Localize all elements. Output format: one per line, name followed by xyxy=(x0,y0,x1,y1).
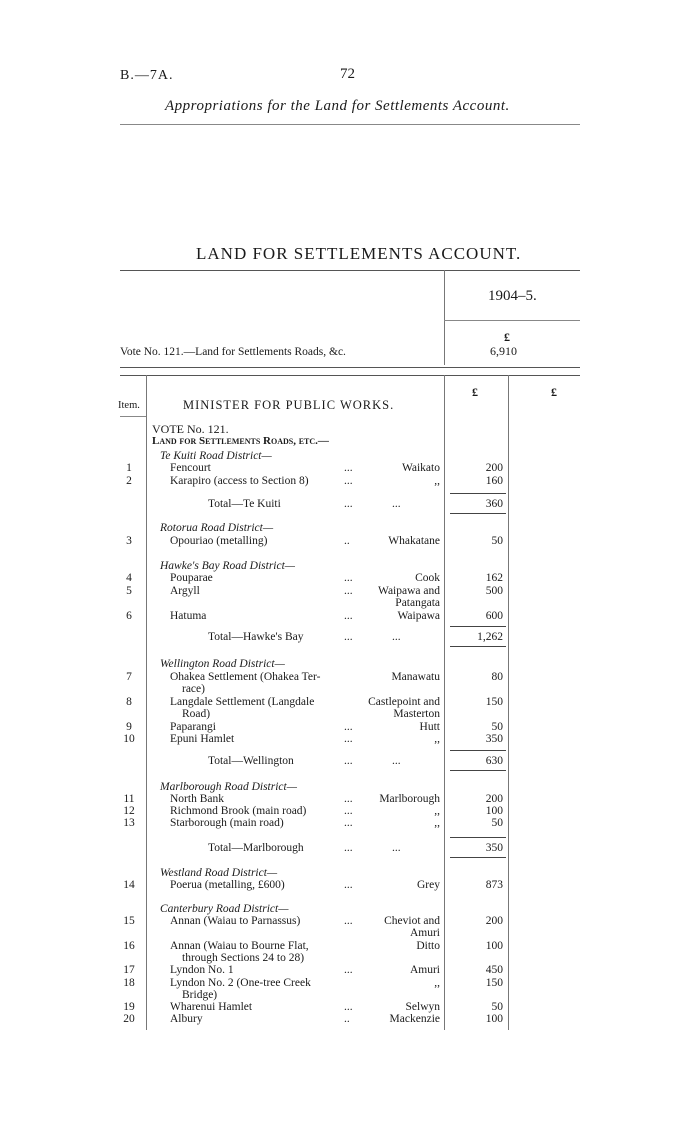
item-amount: 160 xyxy=(485,475,503,487)
electoral-district: Ditto xyxy=(416,940,440,952)
item-description: Hatuma xyxy=(170,610,207,622)
item-description: Annan (Waiau to Bourne Flat, xyxy=(170,940,309,952)
section-heading: Land for Settlements Roads, etc.— xyxy=(152,435,329,447)
electoral-district: Hutt xyxy=(419,721,440,733)
item-description: Ohakea Settlement (Ohakea Ter- xyxy=(170,671,321,683)
district-heading: Hawke's Bay Road District— xyxy=(160,560,296,572)
electoral-district: Amuri xyxy=(409,964,440,976)
electoral-district: Marlborough xyxy=(379,793,440,805)
item-description: Bridge) xyxy=(182,989,218,1001)
item-number: 7 xyxy=(126,671,132,683)
leader-dots: ... xyxy=(344,805,353,817)
item-number: 14 xyxy=(123,879,135,891)
item-amount: 200 xyxy=(485,462,503,474)
table-row xyxy=(0,461,700,475)
table-row xyxy=(0,816,700,830)
electoral-district: Manawatu xyxy=(391,671,440,683)
item-description: Starborough (main road) xyxy=(170,817,284,829)
district-heading: Westland Road District— xyxy=(160,867,278,879)
table-row xyxy=(0,963,700,977)
header-rule xyxy=(120,124,580,125)
electoral-district: Waipawa xyxy=(397,610,440,622)
electoral-district: Cook xyxy=(415,572,440,584)
total-amount: 1,262 xyxy=(477,631,503,643)
table-row xyxy=(0,732,700,746)
item-number: 1 xyxy=(126,462,132,474)
item-number: 20 xyxy=(123,1013,135,1025)
table-row xyxy=(0,571,700,585)
electoral-district: Waipawa and xyxy=(378,585,440,597)
leader-dots: ... xyxy=(344,755,353,767)
district-heading-row xyxy=(0,657,700,671)
electoral-district: Patangata xyxy=(395,597,440,609)
leader-dots: ... xyxy=(344,721,353,733)
item-description: Pouparae xyxy=(170,572,213,584)
amount-currency-2: £ xyxy=(551,385,557,399)
electoral-district: Waikato xyxy=(401,462,440,474)
leader-dots: ... xyxy=(344,817,353,829)
year-rule xyxy=(444,320,580,321)
amount-currency-1: £ xyxy=(472,385,478,399)
item-description: Argyll xyxy=(170,585,200,597)
electoral-district: Mackenzie xyxy=(389,1013,440,1025)
district-heading: Marlborough Road District— xyxy=(160,781,297,793)
item-amount: 200 xyxy=(485,915,503,927)
total-rule-bottom xyxy=(450,857,506,858)
item-number: 16 xyxy=(123,940,135,952)
item-amount: 80 xyxy=(491,671,503,683)
item-number: 11 xyxy=(123,793,135,805)
item-amount: 162 xyxy=(485,572,503,584)
leader-dots: .. xyxy=(344,1013,350,1025)
item-number: 18 xyxy=(123,977,135,989)
leader-dots: ... xyxy=(344,842,353,854)
total-rule-top xyxy=(450,626,506,627)
item-column-header: Item. xyxy=(118,400,140,411)
electoral-district: Grey xyxy=(417,879,440,891)
table-row xyxy=(0,609,700,623)
item-number: 5 xyxy=(126,585,132,597)
district-heading: Canterbury Road District— xyxy=(160,903,289,915)
item-amount: 50 xyxy=(491,721,503,733)
item-amount: 100 xyxy=(485,805,503,817)
district-heading: Rotorua Road District— xyxy=(160,522,274,534)
leader-dots: ... xyxy=(344,585,353,597)
table-row xyxy=(0,474,700,488)
leader-dots: ... xyxy=(344,879,353,891)
total-amount: 360 xyxy=(485,498,503,510)
leader-dots: ... xyxy=(344,498,353,510)
item-description: Total—Hawke's Bay xyxy=(208,631,304,643)
item-number: 3 xyxy=(126,535,132,547)
item-description: Lyndon No. 2 (One-tree Creek xyxy=(170,977,311,989)
summary-bottom-rule xyxy=(120,367,580,368)
item-description: Langdale Settlement (Langdale xyxy=(170,696,315,708)
electoral-district: Selwyn xyxy=(405,1001,440,1013)
item-description: race) xyxy=(182,683,205,695)
total-row xyxy=(0,754,700,768)
item-number: 6 xyxy=(126,610,132,622)
district-heading-row xyxy=(0,521,700,535)
document-reference: B.—7A. xyxy=(120,68,174,83)
detail-top-rule xyxy=(120,375,580,376)
electoral-district: ,, xyxy=(434,977,440,989)
table-row xyxy=(0,878,700,892)
electoral-district: ... xyxy=(392,755,401,767)
item-description: Lyndon No. 1 xyxy=(170,964,234,976)
item-description: Epuni Hamlet xyxy=(170,733,235,745)
page-number: 72 xyxy=(340,66,355,82)
electoral-district: Cheviot and xyxy=(384,915,440,927)
total-amount: 630 xyxy=(485,755,503,767)
account-title: LAND FOR SETTLEMENTS ACCOUNT. xyxy=(196,244,522,263)
item-description: Poerua (metalling, £600) xyxy=(170,879,285,891)
item-description: Karapiro (access to Section 8) xyxy=(170,475,309,487)
summary-top-rule xyxy=(120,270,580,271)
district-heading: Te Kuiti Road District— xyxy=(160,450,272,462)
electoral-district: Masterton xyxy=(393,708,440,720)
item-amount: 150 xyxy=(485,696,503,708)
leader-dots: ... xyxy=(344,610,353,622)
total-rule-top xyxy=(450,837,506,838)
item-amount: 50 xyxy=(491,1001,503,1013)
total-rule-bottom xyxy=(450,646,506,647)
table-row xyxy=(0,707,700,721)
total-row xyxy=(0,497,700,511)
total-rule-top xyxy=(450,493,506,494)
item-amount: 200 xyxy=(485,793,503,805)
page-subtitle: Appropriations for the Land for Settlements Account. xyxy=(165,98,510,114)
vote-label: Vote No. 121.—Land for Settlements Roads, &c. xyxy=(120,346,346,358)
item-amount: 350 xyxy=(485,733,503,745)
item-amount: 150 xyxy=(485,977,503,989)
district-heading: Wellington Road District— xyxy=(160,658,285,670)
item-number: 9 xyxy=(126,721,132,733)
electoral-district: ,, xyxy=(434,733,440,745)
total-row xyxy=(0,630,700,644)
item-amount: 600 xyxy=(485,610,503,622)
item-number: 2 xyxy=(126,475,132,487)
item-number: 19 xyxy=(123,1001,135,1013)
item-description: Richmond Brook (main road) xyxy=(170,805,307,817)
item-amount: 100 xyxy=(485,1013,503,1025)
item-amount: 50 xyxy=(491,535,503,547)
item-number: 10 xyxy=(123,733,135,745)
item-number: 4 xyxy=(126,572,132,584)
item-amount: 450 xyxy=(485,964,503,976)
leader-dots: ... xyxy=(344,793,353,805)
item-amount: 873 xyxy=(485,879,503,891)
electoral-district: ,, xyxy=(434,805,440,817)
table-row xyxy=(0,596,700,610)
electoral-district: ... xyxy=(392,498,401,510)
total-row xyxy=(0,841,700,855)
table-row xyxy=(0,1012,700,1026)
item-amount: 500 xyxy=(485,585,503,597)
electoral-district: ,, xyxy=(434,817,440,829)
item-number: 15 xyxy=(123,915,135,927)
leader-dots: ... xyxy=(344,915,353,927)
table-row xyxy=(0,926,700,940)
electoral-district: ... xyxy=(392,631,401,643)
total-rule-top xyxy=(450,750,506,751)
leader-dots: ... xyxy=(344,631,353,643)
table-row xyxy=(0,682,700,696)
item-amount: 50 xyxy=(491,817,503,829)
item-description: Paparangi xyxy=(170,721,216,733)
item-header-rule xyxy=(120,416,146,417)
item-description: Opouriao (metalling) xyxy=(170,535,268,547)
item-number: 12 xyxy=(123,805,135,817)
table-row xyxy=(0,534,700,548)
item-description: Total—Te Kuiti xyxy=(208,498,281,510)
vote-amount: 6,910 xyxy=(490,344,517,358)
leader-dots: .. xyxy=(344,535,350,547)
item-description: Albury xyxy=(170,1013,203,1025)
item-description: through Sections 24 to 28) xyxy=(182,952,305,964)
item-number: 13 xyxy=(123,817,135,829)
total-rule-bottom xyxy=(450,513,506,514)
leader-dots: ... xyxy=(344,964,353,976)
leader-dots: ... xyxy=(344,475,353,487)
item-number: 17 xyxy=(123,964,135,976)
currency-symbol: £ xyxy=(504,330,510,344)
leader-dots: ... xyxy=(344,572,353,584)
item-description: Fencourt xyxy=(170,462,211,474)
item-number: 8 xyxy=(126,696,132,708)
item-amount: 100 xyxy=(485,940,503,952)
vote-number: VOTE No. 121. xyxy=(152,422,229,436)
item-description: Annan (Waiau to Parnassus) xyxy=(170,915,301,927)
item-description: Road) xyxy=(182,708,211,720)
summary-divider xyxy=(444,270,445,365)
item-description: Wharenui Hamlet xyxy=(170,1001,253,1013)
item-description: Total—Wellington xyxy=(208,755,294,767)
electoral-district: ,, xyxy=(434,475,440,487)
item-description: Total—Marlborough xyxy=(208,842,304,854)
total-amount: 350 xyxy=(485,842,503,854)
electoral-district: ... xyxy=(392,842,401,854)
ministry-heading: MINISTER FOR PUBLIC WORKS. xyxy=(183,398,395,412)
electoral-district: Castlepoint and xyxy=(368,696,440,708)
electoral-district: Amuri xyxy=(409,927,440,939)
leader-dots: ... xyxy=(344,1001,353,1013)
electoral-district: Whakatane xyxy=(388,535,440,547)
item-description: North Bank xyxy=(170,793,224,805)
leader-dots: ... xyxy=(344,733,353,745)
leader-dots: ... xyxy=(344,462,353,474)
year-heading: 1904–5. xyxy=(488,288,537,304)
total-rule-bottom xyxy=(450,770,506,771)
